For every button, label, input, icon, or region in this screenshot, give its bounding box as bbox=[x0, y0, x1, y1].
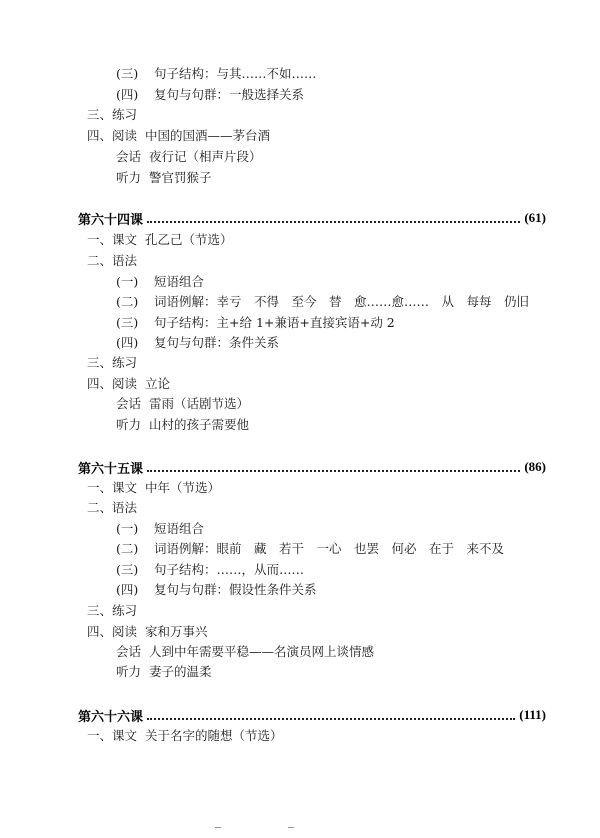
page-number: (86) bbox=[524, 459, 546, 474]
lesson-heading[interactable] bbox=[78, 209, 546, 227]
lesson-heading[interactable] bbox=[78, 458, 546, 476]
toc-entry bbox=[116, 417, 249, 433]
toc-entry bbox=[87, 603, 137, 619]
entry-text: 中国的国酒——茅台酒 bbox=[145, 128, 271, 143]
entry-label: 二、语法 bbox=[87, 500, 138, 515]
entry-label: (一) bbox=[116, 274, 139, 289]
toc-entry bbox=[116, 582, 317, 598]
toc-entry bbox=[87, 253, 137, 269]
entry-text: 警官罚猴子 bbox=[149, 170, 212, 185]
toc-entry bbox=[116, 149, 262, 165]
lesson-title: 第六十六课 bbox=[78, 709, 144, 725]
entry-text: 立论 bbox=[145, 376, 171, 391]
entry-text: 复句与句群：一般选择关系 bbox=[154, 87, 305, 102]
toc-entry bbox=[87, 376, 170, 392]
dot-leader bbox=[147, 470, 520, 472]
toc-entry bbox=[116, 274, 204, 290]
lesson-title: 第六十四课 bbox=[78, 212, 144, 228]
entry-label: 会话 bbox=[116, 644, 142, 659]
entry-text: 孔乙己（节选） bbox=[145, 232, 233, 247]
entry-text: 句子结构：与其……不如…… bbox=[154, 66, 317, 81]
entry-label: 三、练习 bbox=[87, 107, 138, 122]
entry-text: 关于名字的随想（节选） bbox=[145, 728, 283, 743]
entry-label: 一、课文 bbox=[87, 728, 138, 743]
entry-label: 会话 bbox=[116, 396, 142, 411]
scan-mark bbox=[288, 827, 294, 828]
entry-text: 短语组合 bbox=[154, 521, 205, 536]
toc-entry bbox=[116, 521, 204, 537]
toc-entry bbox=[87, 728, 283, 744]
toc-entry bbox=[116, 315, 395, 331]
dot-leader bbox=[147, 718, 515, 720]
toc-entry bbox=[116, 644, 374, 660]
entry-label: 会话 bbox=[116, 149, 142, 164]
entry-label: 四、阅读 bbox=[87, 624, 138, 639]
entry-text: 山村的孩子需要他 bbox=[149, 417, 250, 432]
toc-entry bbox=[87, 355, 137, 371]
entry-text: 夜行记（相声片段） bbox=[149, 149, 262, 164]
entry-label: 一、课文 bbox=[87, 480, 138, 495]
entry-label: (四) bbox=[116, 582, 139, 597]
toc-entry bbox=[116, 294, 529, 310]
entry-text: 家和万事兴 bbox=[145, 624, 208, 639]
entry-text: 词语例解：眼前 藏 若干 一心 也罢 何必 在于 来不及 bbox=[154, 541, 505, 556]
scan-mark bbox=[215, 827, 221, 828]
entry-label: (三) bbox=[116, 562, 139, 577]
entry-label: 四、阅读 bbox=[87, 128, 138, 143]
lesson-heading[interactable] bbox=[78, 706, 546, 724]
entry-label: (二) bbox=[116, 294, 139, 309]
toc-entry bbox=[116, 664, 212, 680]
toc-entry bbox=[87, 107, 137, 123]
entry-text: 雷雨（话剧节选） bbox=[149, 396, 250, 411]
entry-label: 听力 bbox=[116, 170, 142, 185]
entry-text: 词语例解：幸亏 不得 至今 替 愈……愈…… 从 每每 仍旧 bbox=[154, 294, 530, 309]
toc-entry bbox=[116, 562, 304, 578]
lesson-title: 第六十五课 bbox=[78, 461, 144, 477]
toc-entry bbox=[116, 541, 504, 557]
entry-text: 短语组合 bbox=[154, 274, 205, 289]
dot-leader bbox=[147, 221, 520, 223]
entry-label: (四) bbox=[116, 335, 139, 350]
entry-label: (四) bbox=[116, 87, 139, 102]
toc-entry bbox=[87, 500, 137, 516]
toc-entry bbox=[116, 66, 317, 82]
toc-entry bbox=[87, 624, 208, 640]
entry-label: 四、阅读 bbox=[87, 376, 138, 391]
entry-label: (三) bbox=[116, 315, 139, 330]
toc-entry bbox=[87, 232, 233, 248]
page-number: (111) bbox=[519, 707, 546, 722]
entry-text: 妻子的温柔 bbox=[149, 664, 212, 679]
entry-label: 听力 bbox=[116, 664, 142, 679]
toc-entry bbox=[116, 396, 249, 412]
entry-text: 复句与句群：条件关系 bbox=[154, 335, 280, 350]
entry-label: (二) bbox=[116, 541, 139, 556]
entry-label: 三、练习 bbox=[87, 355, 138, 370]
entry-text: 句子结构：……，从而…… bbox=[154, 562, 305, 577]
entry-label: 三、练习 bbox=[87, 603, 138, 618]
entry-text: 人到中年需要平稳——名演员网上谈情感 bbox=[149, 644, 375, 659]
entry-text: 复句与句群：假设性条件关系 bbox=[154, 582, 317, 597]
toc-entry bbox=[87, 480, 220, 496]
page-number: (61) bbox=[524, 210, 546, 225]
entry-text: 句子结构：主+给 1+兼语+直接宾语+动 2 bbox=[154, 315, 395, 330]
toc-entry bbox=[116, 170, 212, 186]
entry-label: 听力 bbox=[116, 417, 142, 432]
entry-text: 中年（节选） bbox=[145, 480, 221, 495]
toc-entry bbox=[116, 335, 279, 351]
entry-label: 二、语法 bbox=[87, 253, 138, 268]
toc-entry bbox=[116, 87, 304, 103]
entry-label: 一、课文 bbox=[87, 232, 138, 247]
entry-label: (一) bbox=[116, 521, 139, 536]
entry-label: (三) bbox=[116, 66, 139, 81]
toc-entry bbox=[87, 128, 270, 144]
